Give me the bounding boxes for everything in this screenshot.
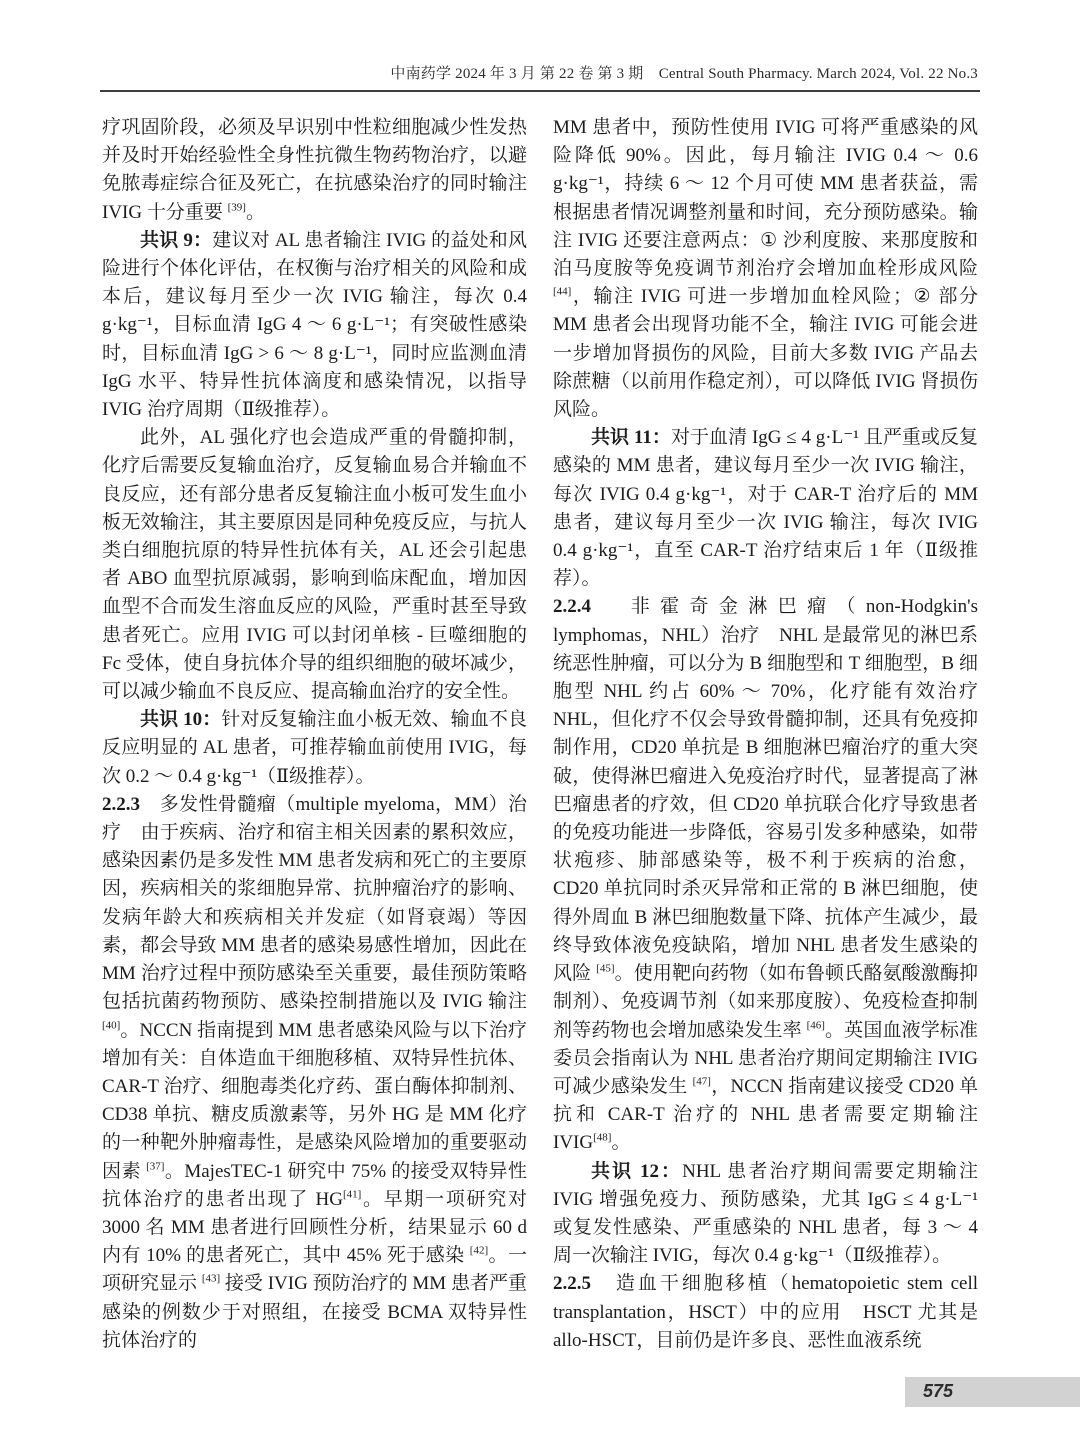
left-column: [102, 114, 527, 1355]
text-run: 接受 IVIG 预防治疗的 MM 患者严重感染的例数少于对照组，在接受 BCMA 双特异性抗体治疗的: [102, 1273, 527, 1351]
article-body: [102, 114, 978, 1355]
bold-lead: 2.2.3: [102, 793, 140, 815]
page-number: 575: [923, 1381, 954, 1401]
text-run: MM 患者中，预防性使用 IVIG 可将严重感染的风险降低 90%。因此，每月输注 IVIG 0.4 ～ 0.6 g·kg⁻¹，持续 6 ～ 12 个月可使 MM 患者获益，需根据患者情况调整剂量和时间，充分预防感染。输注 IVIG 还要注意两点：① 沙利度胺、来那度胺和泊马度胺等免疫调节剂治疗会增加血栓形成风险: [553, 117, 978, 280]
header-rule: [100, 90, 980, 92]
text-run: ，NCCN 指南建议接受 CD20 单抗和 CAR-T 治疗的 NHL 患者需要定期输注 IVIG: [553, 1075, 978, 1154]
bold-lead: 2.2.4: [553, 596, 591, 618]
reference-marker: [39]: [227, 201, 246, 214]
text-run: ，输注 IVIG 可进一步增加血栓风险；② 部分 MM 患者会出现肾功能不全，输注 IVIG 可能会进一步增加肾损伤的风险，目前大多数 IVIG 产品去除蔗糖（以前用作稳定剂），可以降低 IVIG 肾损伤风险。: [553, 286, 978, 421]
reference-marker: [42]: [469, 1244, 489, 1257]
reference-marker: [47]: [692, 1075, 711, 1088]
text-run: 多发性骨髓瘤（multiple myeloma，MM）治疗 由于疾病、治疗和宿主相关因素的累积效应，感染因素仍是多发性 MM 患者发病和死亡的主要原因，疾病相关的浆细胞异常、抗肿瘤治疗的影响、发病年龄大和疾病相关并发症（如肾衰竭）等因素，都会导致 MM 患者的感染易感性增加，因此在 MM 治疗过程中预防感染至关重要，最佳预防策略包括抗菌药物预防、感染控制措施以及 IVIG 输注: [102, 793, 527, 1013]
text-run: NHL 患者治疗期间需要定期输注 IVIG 增强免疫力、预防感染，尤其 IgG ≤ 4 g·L⁻¹ 或复发性感染、严重感染的 NHL 患者，每 3 ～ 4 周一次输注 IVIG，每次 0.4 g·kg⁻¹（Ⅱ级推荐）。: [553, 1160, 978, 1267]
reference-marker: [44]: [553, 285, 572, 298]
reference-marker: [43]: [201, 1273, 221, 1285]
right-column: [553, 114, 978, 1355]
bold-lead: 共识 10：: [140, 709, 222, 731]
text-run: 对于血清 IgG ≤ 4 g·L⁻¹ 且严重或反复感染的 MM 患者，建议每月至少一次 IVIG 输注，每次 IVIG 0.4 g·kg⁻¹，对于 CAR-T 治疗后的 MM 患者，建议每月至少一次 IVIG 输注，每次 IVIG 0.4 g·kg⁻¹，直至 CAR-T 治疗结束后 1 年（Ⅱ级推荐）。: [553, 427, 979, 590]
text-run: 。MajesTEC-1 研究中 75% 的接受双特异性抗体治疗的患者出现了 HG: [102, 1160, 527, 1210]
paragraph: [102, 706, 527, 791]
paragraph: [102, 227, 527, 424]
text-run: 。: [245, 201, 265, 223]
bold-lead: 共识 9：: [140, 229, 213, 251]
text-run: 针对反复输注血小板无效、输血不良反应明显的 AL 患者，可推荐输血前使用 IVIG，每次 0.2 ～ 0.4 g·kg⁻¹（Ⅱ级推荐）。: [102, 709, 527, 787]
text-run: 。NCCN 指南提到 MM 患者感染风险与以下治疗增加有关：自体造血干细胞移植、双特异性抗体、CAR-T 治疗、细胞毒类化疗药、蛋白酶体抑制剂、CD38 单抗、糖皮质激素等，另外 HG 是 MM 化疗的一种靶外肿瘤毒性，是感染风险增加的重要驱动因素: [102, 1019, 527, 1182]
text-run: 造血干细胞移植（hematopoietic stem cell transplantation，HSCT）中的应用 HSCT 尤其是 allo-HSCT，目前仍是许多良、恶性血液系统: [553, 1273, 978, 1351]
text-run: 此外，AL 强化疗也会造成严重的骨髓抑制，化疗后需要反复输血治疗，反复输血易合并输血不良反应，还有部分患者反复输注血小板可发生血小板无效输注，其主要原因是同种免疫反应，与抗人类白细胞抗原的特异性抗体有关，AL 还会引起患者 ABO 血型抗原减弱，影响到临床配血，增加因血型不合而发生溶血反应的风险，严重时甚至导致患者死亡。应用 IVIG 可以封闭单核 - 巨噬细胞的 Fc 受体，使自身抗体介导的组织细胞的破坏减少，可以减少输血不良反应、提高输血治疗的安全性。: [102, 427, 527, 703]
paragraph: [102, 114, 527, 227]
reference-marker: [45]: [596, 962, 615, 975]
text-run: 。: [611, 1132, 631, 1154]
text-run: 。使用靶向药物（如布鲁顿氏酪氨酸激酶抑制剂）、免疫调节剂（如来那度胺）、免疫检查抑制剂等药物也会增加感染发生率: [553, 963, 978, 1041]
paragraph: [553, 1158, 978, 1271]
text-run: 建议对 AL 患者输注 IVIG 的益处和风险进行个体化评估，在权衡与治疗相关的风险和成本后，建议每月至少一次 IVIG 输注，每次 0.4 g·kg⁻¹，目标血清 IgG 4 ～ 6 g·L⁻¹；有突破性感染时，目标血清 IgG > 6 ～ 8 g·L⁻¹，同时应监测血清 IgG 水平、特异性抗体滴度和感染情况，以指导 IVIG 治疗周期（Ⅱ级推荐）。: [102, 229, 527, 421]
reference-marker: [41]: [342, 1188, 362, 1201]
paragraph: [553, 593, 978, 1157]
text-run: 。早期一项研究对 3000 名 MM 患者进行回顾性分析，结果显示 60 d 内有 10% 的患者死亡，其中 45% 死于感染: [102, 1188, 527, 1267]
text-run: 疗巩固阶段，必须及早识别中性粒细胞减少性发热并及时开始经验性全身性抗微生物药物治疗，以避免脓毒症综合征及死亡，在抗感染治疗的同时输注 IVIG 十分重要: [102, 117, 527, 223]
text-run: 。英国血液学标准委员会指南认为 NHL 患者治疗期间定期输注 IVIG 可减少感染发生: [553, 1019, 978, 1097]
reference-marker: [48]: [593, 1131, 612, 1144]
text-run: 。一项研究显示: [102, 1245, 527, 1295]
running-head: 中南药学 2024 年 3 月 第 22 卷 第 3 期 Central South Pharmacy. March 2024, Vol. 22 No.3: [390, 66, 978, 82]
paragraph: [102, 424, 527, 706]
bold-lead: 2.2.5: [553, 1273, 591, 1295]
reference-marker: [46]: [806, 1019, 825, 1032]
paragraph: [553, 424, 978, 593]
page-number-bar: [905, 1377, 1080, 1407]
paragraph: [102, 791, 527, 1355]
paragraph: [553, 1270, 978, 1355]
paragraph: [553, 114, 978, 424]
reference-marker: [37]: [146, 1160, 165, 1173]
text-run: 非霍奇金淋巴瘤（non-Hodgkin's lymphomas，NHL）治疗 NHL 是最常见的淋巴系统恶性肿瘤，可以分为 B 细胞型和 T 细胞型，B 细胞型 NHL 约占 60% ～ 70%，化疗能有效治疗 NHL，但化疗不仅会导致骨髓抑制，还具有免疫抑制作用，CD20 单抗是 B 细胞淋巴瘤治疗的重大突破，使得淋巴瘤进入免疫治疗时代，显著提高了淋巴瘤患者的疗效，但 CD20 单抗联合化疗导致患者的免疫功能进一步降低，容易引发多种感染，如带状疱疹、肺部感染等，极不利于疾病的治愈，CD20 单抗同时杀灭异常和正常的 B 淋巴细胞，使得外周血 B 淋巴细胞数量下降、抗体产生减少，最终导致体液免疫缺陷，增加 NHL 患者发生感染的风险: [553, 596, 978, 985]
bold-lead: 共识 11：: [591, 427, 671, 449]
reference-marker: [40]: [102, 1019, 121, 1032]
bold-lead: 共识 12：: [591, 1160, 683, 1182]
